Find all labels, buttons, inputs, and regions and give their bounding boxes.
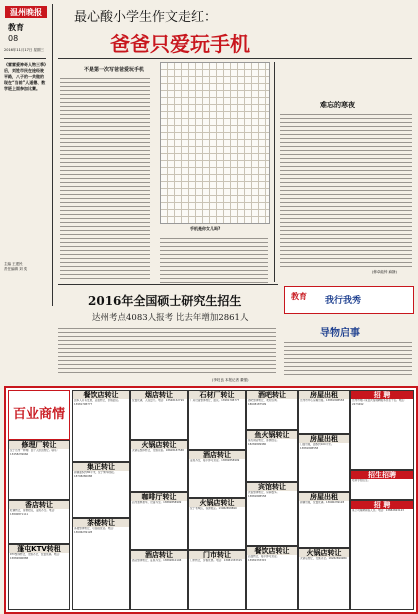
section-name: 教育 — [8, 23, 24, 32]
ad-cell — [72, 462, 130, 518]
ad-body: 证照齐全，接手即可营业。13882858999 — [190, 459, 240, 462]
ad-title: 房屋出租 — [299, 391, 349, 399]
fair-body — [284, 340, 412, 378]
issue-date — [4, 48, 44, 53]
edu-banner-title: 教育 — [291, 292, 307, 301]
editor-credit: 责任编辑 刘 奕 — [4, 267, 28, 271]
ad-body: 店内装修豪华，设备齐全。13882858999 — [132, 501, 182, 504]
ad-title: 鱼火锅转让 — [247, 431, 297, 439]
ad-title: 房屋出租 — [299, 435, 349, 443]
ad-title: 招 聘 — [351, 501, 413, 509]
ad-body: 某公司诚聘销售人员。电话：13882823123 — [352, 509, 404, 512]
ad-title: 香店转让 — [9, 501, 69, 509]
ad-title: 蓬屯KTV转租 — [9, 545, 69, 553]
ad-cell — [188, 390, 246, 450]
ads-brand — [8, 390, 70, 440]
ad-title: 酒店转让 — [131, 551, 187, 559]
ad-body: 培训学校招生。 — [352, 479, 371, 482]
ad-body: 火锅店转让，设施齐全。18282899980 — [300, 557, 347, 560]
ad-cell — [298, 390, 350, 434]
ad-body: 宾馆整体转让，房间数多。13881898558 — [248, 491, 280, 498]
ad-cell — [130, 390, 188, 440]
ad-body: 厂房设备整体转让，面议。13981798777 — [190, 399, 240, 402]
ad-title: 修理厂转让 — [9, 441, 69, 449]
ad-title: 招 聘 — [351, 391, 413, 399]
second-story-subtitle: 达州考点4083人报考 比去年增加2861人 — [92, 313, 249, 323]
story-subhead: 不是第一次写爸爸爱玩手机 — [84, 67, 145, 73]
ad-body: 位于达州一修理厂因个人原因转让。联系：13458239666 — [10, 449, 60, 456]
ad-body: 商铺出租，位置优越。13696239128 — [300, 501, 345, 504]
ad-body: 位置优越，人流量大。电话：13568152799 — [132, 399, 184, 402]
essay-signature: (修卓能钟 麻静) — [372, 270, 397, 274]
ad-cell — [246, 546, 298, 610]
second-story-title: 2016年全国硕士研究生招生 — [88, 294, 242, 308]
ad-cell — [188, 450, 246, 498]
ad-cell — [350, 390, 414, 470]
ad-body: 达州市渠口景县宾馆诚聘服务员若干名。电话：2273492 — [352, 399, 407, 406]
ad-cell — [130, 550, 188, 610]
essay-body — [280, 112, 412, 268]
issue-date-text: 2016年11月17日 — [4, 48, 33, 52]
ad-title: 宾馆转让 — [247, 483, 297, 491]
ad-cell — [8, 500, 70, 544]
ad-title: 火锅店转让 — [299, 549, 349, 557]
ad-cell — [72, 518, 130, 610]
ad-title: 酒店转让 — [189, 451, 245, 459]
edu-banner — [284, 286, 414, 314]
second-story-body — [58, 326, 276, 376]
ad-cell — [298, 548, 350, 610]
ad-body: 达州市中心房屋出租。13881898558 — [300, 399, 345, 402]
sidebar-teaser: 《雷雷爱神奇人物三季》后，刘姓市民在途经驶平路，八子的一共做的现在“当前”人道德、数学班上面参加比赛。 — [4, 62, 46, 91]
ad-body: 店面转让，接手即可营业。13981333315 — [248, 555, 280, 562]
ad-body: 酒吧整体转让，欢迎咨询。18608187599 — [248, 399, 280, 406]
ad-title: 茶楼转让 — [73, 519, 129, 527]
story-body-column-1 — [60, 76, 150, 282]
ad-body: 鱼火锅店转让，客源稳定。18282899980 — [248, 439, 280, 446]
page-number: 08 — [8, 34, 19, 43]
ad-cell — [298, 434, 350, 492]
photo-caption: 手机是你女儿吗? — [190, 226, 221, 231]
editor-credits — [4, 262, 48, 272]
ad-cell — [8, 544, 70, 610]
ads-section — [4, 386, 418, 614]
ad-body: 茶楼整体转让，可直接营业。电话：13696239128 — [74, 527, 116, 534]
ad-body: 旺铺转让，客源稳定，证照齐全。电话：13890871111 — [10, 509, 57, 516]
issue-weekday: 星期三 — [33, 48, 44, 52]
ad-title: 咖啡厅转让 — [131, 493, 187, 501]
ad-body: 位于老城区，客源稳定。13982858899 — [190, 507, 237, 510]
headline-pre: 最心酸小学生作文走红： — [74, 10, 218, 25]
ad-title: 房屋出租 — [299, 493, 349, 501]
ad-cell — [350, 470, 414, 500]
ad-body: 门市转让，价格优惠。电话：13981333315 — [190, 559, 242, 562]
edu-banner-sub: 我行我秀 — [325, 296, 362, 306]
essay-title: 难忘的寒夜 — [320, 101, 355, 109]
ad-cell — [72, 390, 130, 462]
ad-title: 门市转让 — [189, 551, 245, 559]
ad-title: 烟店转让 — [131, 391, 187, 399]
ad-title: 火锅店转让 — [189, 499, 245, 507]
ad-cell — [130, 492, 188, 550]
ad-title: 招生招聘 — [351, 471, 413, 479]
ad-cell — [246, 482, 298, 546]
ad-body: 门面出租，面积约100平米。13881898558 — [300, 443, 334, 450]
ad-cell — [246, 390, 298, 430]
ad-title: 集正转让 — [73, 463, 129, 471]
ad-body: 火锅店整体转让，设施完善。18608187588 — [132, 449, 184, 452]
ad-cell — [188, 550, 246, 610]
story-body-column-2 — [160, 236, 268, 284]
fair-title: 导物启事 — [320, 328, 360, 339]
ad-body: 因本人另有发展，店面转让，价格面议。13981798777 — [74, 399, 121, 406]
ads-brand-text: 百业商情 — [12, 407, 65, 422]
ad-title: 石材厂转让 — [189, 391, 245, 399]
ad-cell — [350, 500, 414, 610]
ad-cell — [246, 430, 298, 482]
ad-title: 餐饮店转让 — [247, 547, 297, 555]
essay-manuscript-photo — [160, 62, 270, 224]
ad-body: 商铺面积约80平米，位于繁华地段。18708280088 — [74, 471, 117, 478]
masthead-logo: 温州晚报 — [5, 6, 47, 18]
left-sidebar — [0, 0, 50, 310]
ad-title: 餐饮店转让 — [73, 391, 129, 399]
ad-cell — [298, 492, 350, 548]
ad-body: 酒店整体转让，证照齐全。13882810108 — [132, 559, 182, 562]
ad-cell — [188, 498, 246, 550]
editor-credit: 主编 王建民 — [4, 262, 23, 266]
ad-title: 酒吧转让 — [247, 391, 297, 399]
byline: (李旺良 本报记者 董强) — [212, 378, 249, 382]
ad-cell — [130, 440, 188, 492]
ad-cell — [8, 440, 70, 500]
headline-main: 爸爸只爱玩手机 — [110, 32, 250, 56]
ad-title: 火锅店转让 — [131, 441, 187, 449]
ad-body: KTV整体转让，设施齐全，位置优越。电话：15882896888 — [10, 553, 62, 560]
